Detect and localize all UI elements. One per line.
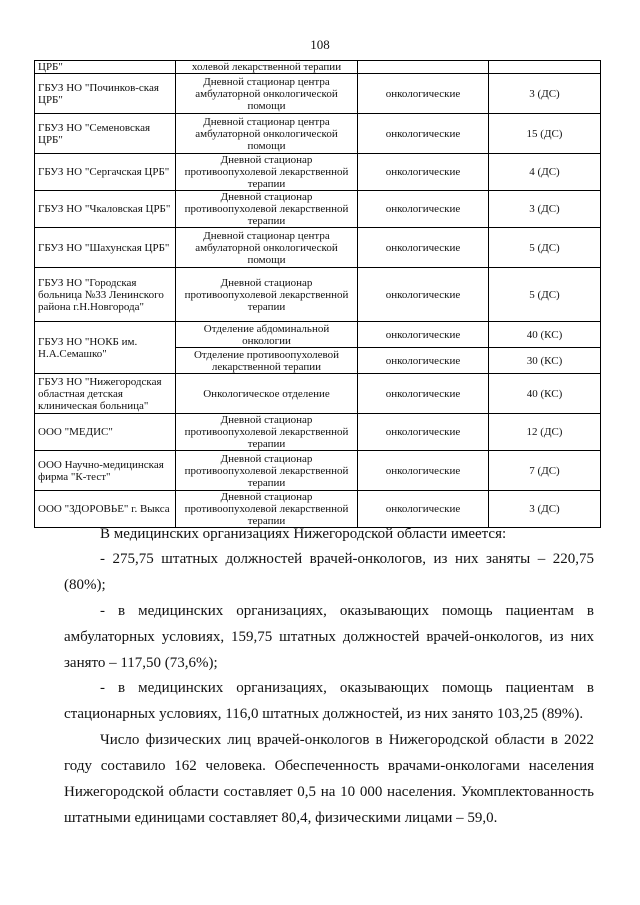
table-row: [35, 154, 601, 191]
unit-cell: Дневной стационар противоопухолевой лекарственной терапии: [176, 491, 358, 528]
profile-cell: онкологические: [358, 154, 489, 191]
unit-cell: Дневной стационар противоопухолевой лекарственной терапии: [176, 268, 358, 322]
unit-cell: холевой лекарственной терапии: [176, 61, 358, 74]
table-row: [35, 374, 601, 414]
profile-cell: онкологические: [358, 74, 489, 114]
bullet-paragraph: - в медицинских организациях, оказывающих помощь пациентам в амбулаторных условиях, 159,75 штатных должностей врачей-онкологов, из них занято – 117,50 (73,6%);: [64, 603, 594, 671]
org-cell: ООО "МЕДИС": [35, 414, 176, 451]
profile-cell: онкологические: [358, 228, 489, 268]
table-row: [35, 322, 601, 348]
page-number: 108: [310, 37, 330, 52]
beds-cell: 5 (ДС): [489, 228, 601, 268]
org-cell: ГБУЗ НО "Сергачская ЦРБ": [35, 154, 176, 191]
table-row: [35, 74, 601, 114]
profile-cell: [358, 61, 489, 74]
beds-cell: 3 (ДС): [489, 491, 601, 528]
beds-cell: 30 (КС): [489, 348, 601, 374]
unit-cell: Отделение противоопухолевой лекарственной терапии: [176, 348, 358, 374]
profile-cell: онкологические: [358, 374, 489, 414]
table-row: [35, 114, 601, 154]
bullet-paragraph: - в медицинских организациях, оказывающих помощь пациентам в стационарных условиях, 116,0 штатных должностей, из них занято 103,25 (89%).: [64, 680, 594, 722]
unit-cell: Дневной стационар противоопухолевой лекарственной терапии: [176, 451, 358, 491]
org-cell: ГБУЗ НО "Городская больница №33 Ленинского района г.Н.Новгорода": [35, 268, 176, 322]
profile-cell: онкологические: [358, 451, 489, 491]
beds-cell: 5 (ДС): [489, 268, 601, 322]
table-row: [35, 61, 601, 74]
beds-cell: 40 (КС): [489, 374, 601, 414]
profile-cell: онкологические: [358, 268, 489, 322]
unit-cell: Онкологическое отделение: [176, 374, 358, 414]
profile-cell: онкологические: [358, 414, 489, 451]
org-cell: ЦРБ": [35, 61, 176, 74]
unit-cell: Дневной стационар противоопухолевой лекарственной терапии: [176, 154, 358, 191]
beds-cell: 4 (ДС): [489, 154, 601, 191]
unit-cell: Дневной стационар центра амбулаторной онкологической помощи: [176, 114, 358, 154]
body-paragraph: Число физических лиц врачей-онкологов в Нижегородской области в 2022 году составило 162 человека. Обеспеченность врачами-онкологами населения Нижегородской области составляет 0,5 на 10 000 населения. Укомплектованность штатными единицами составляет 80,4, физическими лицами – 59,0.: [64, 732, 594, 826]
table-row: [35, 191, 601, 228]
table-row: [35, 414, 601, 451]
org-cell: ГБУЗ НО "Починков-ская ЦРБ": [35, 74, 176, 114]
oncology-beds-table: [34, 60, 601, 528]
unit-cell: Дневной стационар противоопухолевой лекарственной терапии: [176, 191, 358, 228]
org-cell: ООО "ЗДОРОВЬЕ" г. Выкса: [35, 491, 176, 528]
table-row: [35, 228, 601, 268]
unit-cell: Дневной стационар противоопухолевой лекарственной терапии: [176, 414, 358, 451]
intro-paragraph: В медицинских организациях Нижегородской области имеется:: [100, 526, 507, 542]
beds-cell: 15 (ДС): [489, 114, 601, 154]
profile-cell: онкологические: [358, 114, 489, 154]
beds-cell: 3 (ДС): [489, 74, 601, 114]
beds-cell: 7 (ДС): [489, 451, 601, 491]
profile-cell: онкологические: [358, 348, 489, 374]
org-cell: ООО Научно-медицинская фирма "К-тест": [35, 451, 176, 491]
bullet-paragraph: - 275,75 штатных должностей врачей-онкологов, из них заняты – 220,75 (80%);: [64, 551, 594, 593]
beds-cell: 12 (ДС): [489, 414, 601, 451]
org-cell: ГБУЗ НО "НОКБ им. Н.А.Семашко": [35, 322, 176, 374]
beds-cell: 3 (ДС): [489, 191, 601, 228]
profile-cell: онкологические: [358, 191, 489, 228]
org-cell: ГБУЗ НО "Чкаловская ЦРБ": [35, 191, 176, 228]
profile-cell: онкологические: [358, 322, 489, 348]
table-row: [35, 268, 601, 322]
beds-cell: 40 (КС): [489, 322, 601, 348]
org-cell: ГБУЗ НО "Шахунская ЦРБ": [35, 228, 176, 268]
org-cell: ГБУЗ НО "Нижегородская областная детская клиническая больница": [35, 374, 176, 414]
org-cell: ГБУЗ НО "Семеновская ЦРБ": [35, 114, 176, 154]
unit-cell: Отделение абдоминальной онкологии: [176, 322, 358, 348]
unit-cell: Дневной стационар центра амбулаторной онкологической помощи: [176, 74, 358, 114]
profile-cell: онкологические: [358, 491, 489, 528]
beds-cell: [489, 61, 601, 74]
unit-cell: Дневной стационар центра амбулаторной онкологической помощи: [176, 228, 358, 268]
table-row: [35, 451, 601, 491]
